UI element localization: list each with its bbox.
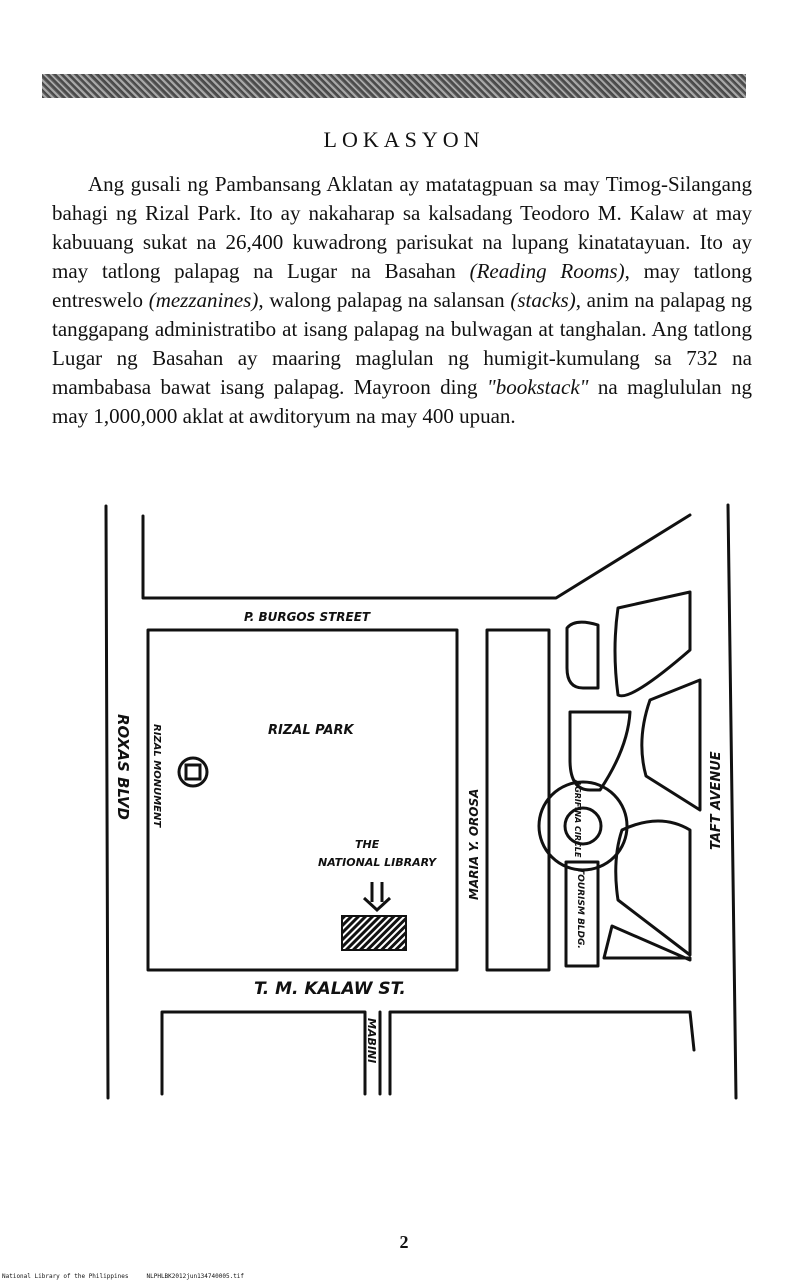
label-monument: RIZAL MONUMENT — [151, 724, 162, 828]
decorative-header-bar — [42, 74, 746, 98]
rizal-park-block — [148, 630, 457, 970]
label-library-1: THE — [355, 838, 380, 851]
scan-footer: National Library of the Philippines NLPHLBK2012jun134740005.tif — [2, 1273, 245, 1280]
term-reading-rooms: (Reading Rooms) — [469, 259, 625, 283]
label-library-2: NATIONAL LIBRARY — [318, 856, 437, 869]
text-segment: , may tatlong entreswelo — [52, 259, 753, 312]
page-number: 2 — [399, 1232, 409, 1252]
island-1 — [567, 622, 598, 688]
term-bookstack: "bookstack" — [486, 375, 589, 399]
label-taft: TAFT AVENUE — [709, 751, 724, 850]
orosa-block — [487, 630, 549, 970]
monument-icon — [179, 758, 207, 786]
text-segment: , anim na palapag ng tanggapang administratibo at isang palapag na bulwagan at tanghalan. Ang tatlong Lugar ng Basahan ay maaring maglulan ng humigit-kumulang sa 732 na mambabasa bawat isang palapag. Mayroon ding — [52, 288, 752, 399]
location-map — [0, 490, 808, 1110]
label-orosa: MARIA Y. OROSA — [467, 788, 481, 900]
roundabout — [539, 782, 627, 870]
term-mezzanines: (mezzanines) — [148, 288, 259, 312]
taft-edge — [728, 505, 736, 1098]
island-6 — [604, 926, 690, 960]
label-circle: AGRIFINA CIRCLE — [573, 780, 582, 858]
island-2 — [615, 592, 690, 696]
down-arrow-icon — [364, 882, 390, 910]
label-roxas: ROXAS BLVD — [114, 714, 132, 820]
island-4 — [642, 680, 700, 810]
label-park: RIZAL PARK — [268, 723, 354, 738]
body-paragraph — [52, 170, 752, 431]
label-burgos: P. BURGOS STREET — [244, 610, 371, 624]
island-5 — [616, 821, 690, 955]
lower-block-left — [162, 1012, 365, 1094]
label-kalaw: T. M. KALAW ST. — [254, 979, 406, 999]
island-3 — [570, 712, 630, 790]
library-building — [342, 916, 406, 950]
text-segment: Ang gusali ng Pambansang Aklatan ay matatagpuan sa may Timog-Silangang bahagi ng Rizal Park. Ito ay nakaharap sa kalsadang Teodoro M. Kalaw at may kabuuang sukat na 26,400 kuwadrong parisukat na lupang kinatatayuan. Ito ay may tatlong palapag na Lugar na Basahan — [52, 172, 752, 283]
term-stacks: (stacks) — [510, 288, 576, 312]
lower-block-right — [390, 1012, 694, 1094]
text-segment: , walong palapag na salansan — [258, 288, 511, 312]
text-segment: na maglululan ng may 1,000,000 aklat at awditoryum na may 400 upuan. — [52, 375, 752, 428]
label-tourism: TOURISM BLDG. — [575, 868, 585, 949]
roxas-blvd-edge — [106, 506, 108, 1098]
upper-block — [143, 515, 690, 598]
label-mabini: MABINI — [365, 1018, 378, 1064]
roundabout-inner — [565, 808, 601, 844]
page-title: LOKASYON — [323, 126, 485, 152]
